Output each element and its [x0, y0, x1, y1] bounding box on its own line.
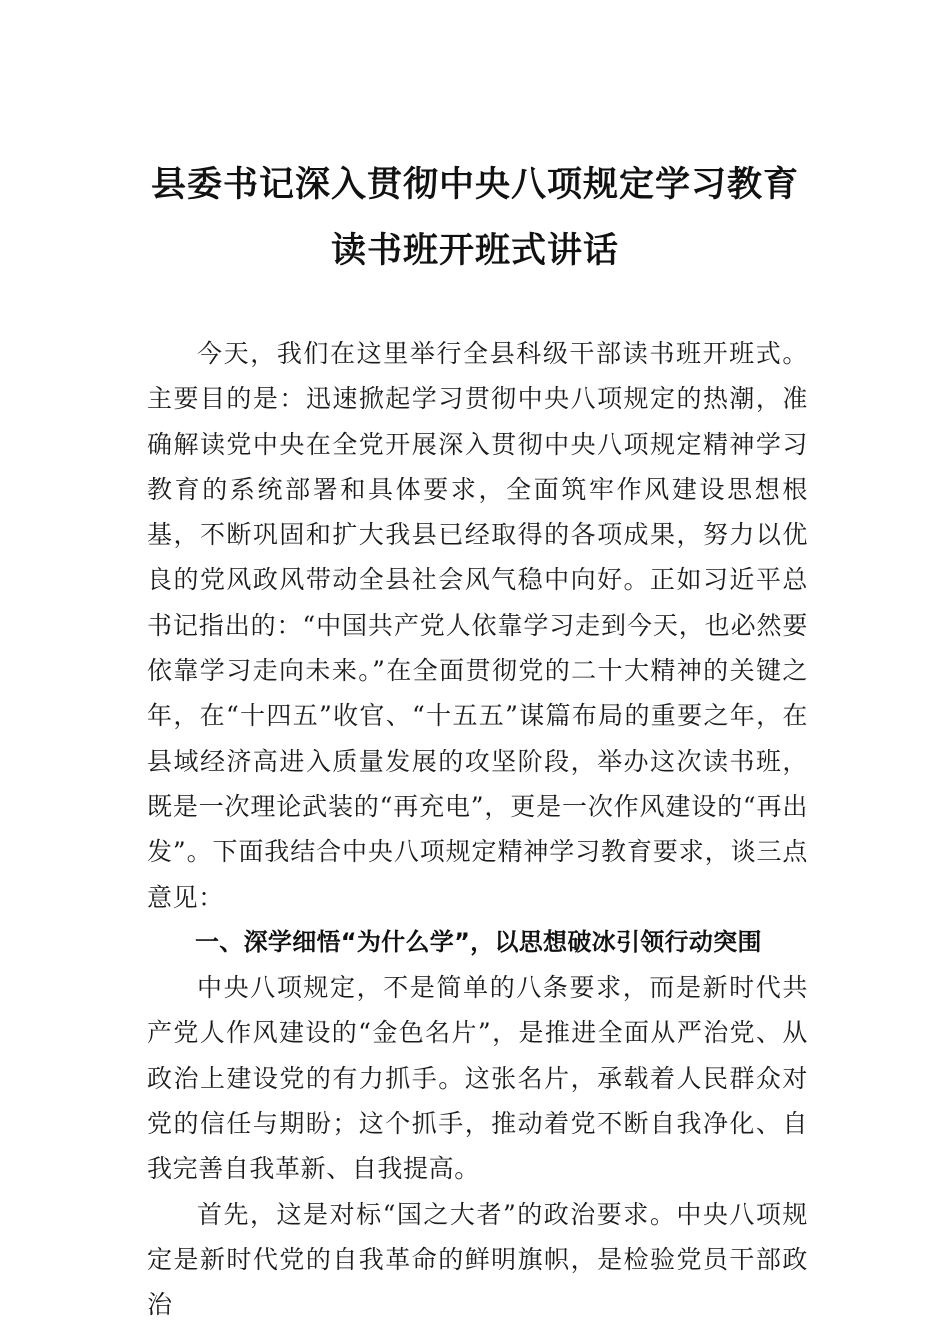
paragraph-intro: 今天，我们在这里举行全县科级干部读书班开班式。主要目的是：迅速掀起学习贯彻中央八项规定的热潮，准确解读党中央在全党开展深入贯彻中央八项规定精神学习教育的系统部署和具体要求，全面筑牢作风建设思想根基，不断巩固和扩大我县已经取得的各项成果，努力以优良的党风政风带动全县社会风气稳中向好。正如习近平总书记指出的：“中国共产党人依靠学习走到今天，也必然要依靠学习走向未来。”在全面贯彻党的二十大精神的关键之年，在“十四五”收官、“十五五”谋篇布局的重要之年，在县域经济高进入质量发展的攻坚阶段，举办这次读书班，既是一次理论武装的“再充电”，更是一次作风建设的“再出发”。下面我结合中央八项规定精神学习教育要求，谈三点意见：: [147, 339, 808, 912]
document-body: [147, 331, 808, 1328]
document-title-line-2: 读书班开班式讲话: [330, 230, 619, 271]
document-title-line-1: 县委书记深入贯彻中央八项规定学习教育: [150, 164, 799, 205]
section-heading-1: 一、深学细悟“为什么学”，以思想破冰引领行动突围: [195, 927, 762, 956]
paragraph-section-1: 中央八项规定，不是简单的八条要求，而是新时代共产党人作风建设的“金色名片”，是推进全面从严治党、从政治上建设党的有力抓手。这张名片，承载着人民群众对党的信任与期盼；这个抓手，推动着党不断自我净化、自我完善自我革新、自我提高。: [147, 973, 808, 1184]
paragraph-first-point: 首先，这是对标“国之大者”的政治要求。中央八项规定是新时代党的自我革命的鲜明旗帜，是检验党员干部政治: [147, 1199, 808, 1320]
